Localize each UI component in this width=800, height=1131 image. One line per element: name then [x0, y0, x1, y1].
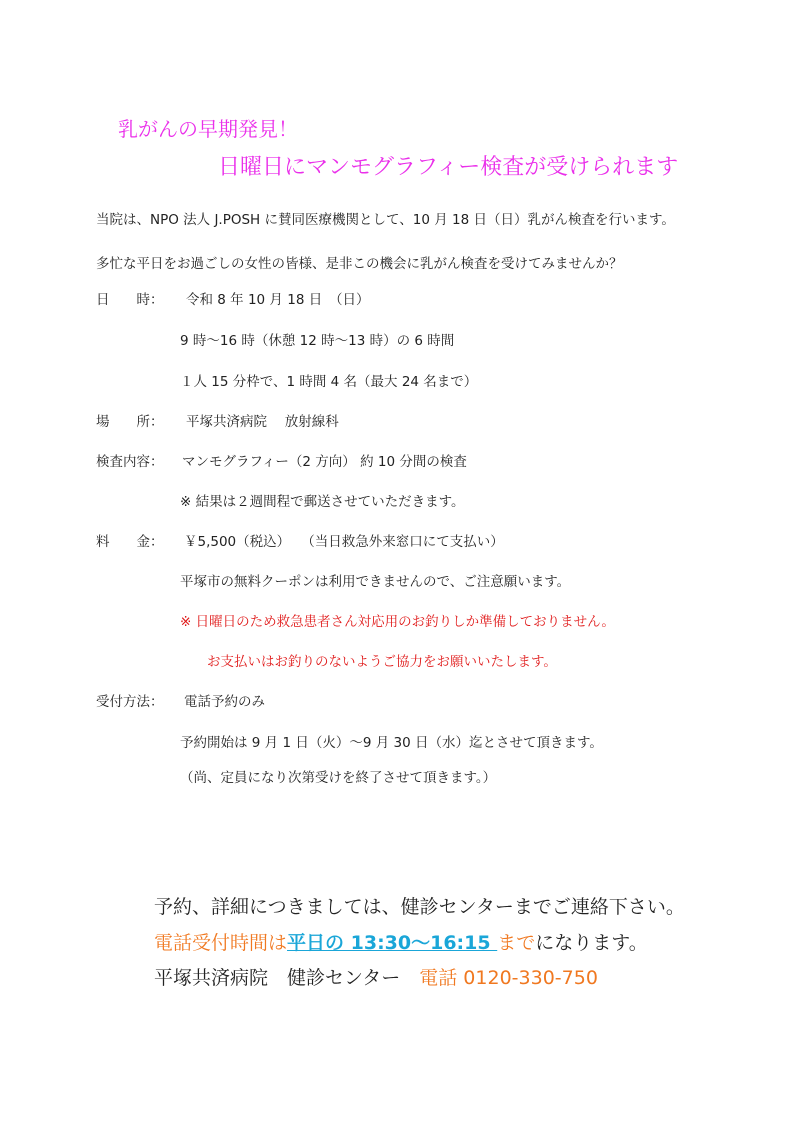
heading-line1: 乳がんの早期発見！ — [118, 117, 298, 141]
footer-hours — [154, 929, 648, 957]
reception-note: （尚、定員になり次第受けを終了させて頂きます。） — [180, 770, 497, 786]
fee-value: ￥5,500（税込） （当日救急外来窓口にて支払い） — [184, 534, 504, 550]
exam-note: ※ 結果は２週間程で郵送させていただきます。 — [180, 494, 465, 510]
exam-value: マンモグラフィー（2 方向） 約 10 分間の検査 — [182, 454, 467, 470]
footer-org-line — [154, 964, 598, 992]
footer-hours-prefix: 電話受付時間は — [154, 932, 288, 954]
datetime-label: 日 時： — [96, 292, 164, 308]
datetime-value: 令和 8 年 10 月 18 日 （日） — [186, 292, 370, 308]
place-label: 場 所： — [96, 414, 164, 430]
footer-hours-mid: まで — [497, 932, 536, 954]
heading-line2: 日曜日にマンモグラフィー検査が受けられます — [218, 155, 679, 180]
place-value: 平塚共済病院 放射線科 — [186, 414, 339, 430]
fee-label: 料 金： — [96, 534, 164, 550]
datetime-slots: １人 15 分枠で、1 時間 4 名（最大 24 名まで） — [180, 374, 478, 390]
fee-warning-line1: ※ 日曜日のため救急患者さん対応用のお釣りしか準備しておりません。 — [180, 614, 615, 630]
footer-org: 平塚共済病院 健診センター — [154, 967, 401, 989]
exam-label: 検査内容： — [96, 454, 164, 470]
footer-hours-highlight: 平日の 13:30～16:15 — [287, 932, 498, 954]
intro-line1: 当院は、NPO 法人 J.POSH に賛同医療機関として、10 月 18 日（日）乳がん検査を行います。 — [96, 212, 675, 228]
fee-note: 平塚市の無料クーポンは利用できませんので、ご注意願います。 — [180, 574, 571, 590]
reception-value: 電話予約のみ — [184, 694, 265, 710]
fee-warning-line2: お支払いはお釣りのないようご協力をお願いいたします。 — [207, 654, 557, 670]
datetime-hours: 9 時～16 時（休憩 12 時～13 時）の 6 時間 — [180, 333, 455, 349]
footer-contact: 予約、詳細につきましては、健診センターまでご連絡下さい。 — [154, 896, 685, 918]
footer-phone: 電話 0120-330-750 — [419, 967, 598, 989]
reception-period: 予約開始は 9 月 1 日（火）～9 月 30 日（水）迄とさせて頂きます。 — [180, 735, 603, 751]
reception-label: 受付方法： — [96, 694, 164, 710]
intro-line2: 多忙な平日をお過ごしの女性の皆様、是非この機会に乳がん検査を受けてみませんか？ — [96, 256, 623, 272]
footer-hours-suffix: になります。 — [535, 932, 648, 954]
